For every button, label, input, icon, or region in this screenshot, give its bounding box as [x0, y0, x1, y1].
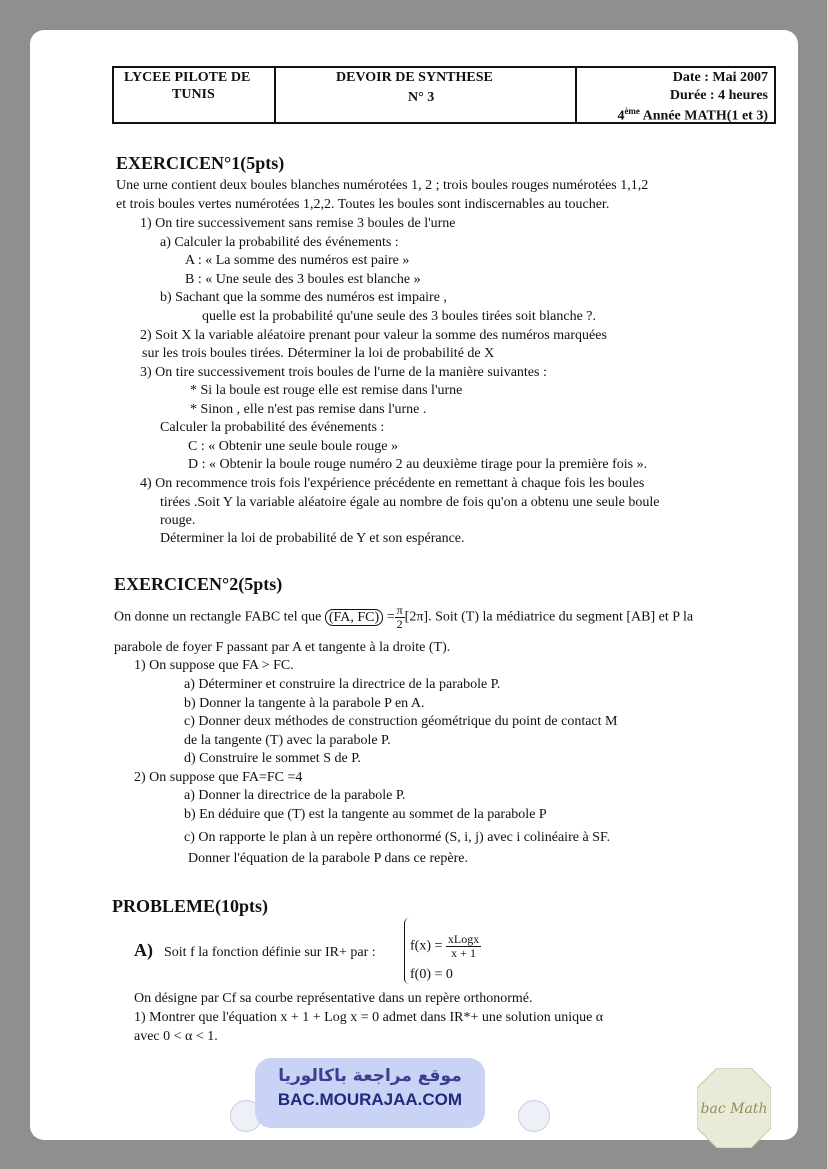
bac-math-logo: [697, 1068, 771, 1148]
ex1-q3: 3) On tire successivement trois boules de l'urne de la manière suivantes :: [140, 365, 547, 380]
pi-over-2: $\frac{\pi}{2}$: [396, 603, 403, 631]
ex2-q1b: b) Donner la tangente à la parabole P en A.: [184, 696, 425, 711]
ex1-intro-2: et trois boules vertes numérotées 1,2,2. Toutes les boules sont indiscernables au toucher.: [116, 197, 610, 212]
ex1-title: EXERCICEN°1(5pts): [116, 153, 285, 173]
ex1-q2-2: sur les trois boules tirées. Déterminer la loi de probabilité de X: [142, 346, 495, 361]
ex2-q1a: a) Déterminer et construire la directrice de la parabole P.: [184, 677, 501, 692]
exam-duration: Durée : 4 heures: [669, 88, 768, 103]
ex1-q4-4: Déterminer la loi de probabilité de Y et son espérance.: [160, 531, 465, 546]
exam-number: N° 3: [408, 90, 435, 105]
exam-date: Date : Mai 2007: [672, 70, 768, 85]
problem-title: PROBLEME(10pts): [112, 896, 269, 916]
ex2-q2: 2) On suppose que FA=FC =4: [134, 770, 303, 785]
ex1-q4-3: rouge.: [160, 513, 196, 528]
ex2-q1c: c) Donner deux méthodes de construction géométrique du point de contact M: [184, 714, 618, 729]
ex1-q4-2: tirées .Soit Y la variable aléatoire égale au nombre de fois qu'on a obtenu une seule boule: [160, 495, 660, 510]
ex1-q4: 4) On recommence trois fois l'expérience précédente en remettant à chaque fois les boules: [140, 476, 645, 491]
f-definition-2: f(0) = 0: [410, 967, 453, 982]
ex2-intro-1: On donne un rectangle FABC tel que (FA, FC) = $\frac{\pi}{2}$ [2π]. Soit (T) la médiatrice du segment [AB] et P la: [114, 603, 694, 631]
f-definition-1: f(x) = $\frac{\text{xLogx}}{x + 1}$: [410, 932, 480, 960]
ex1-event-A: A : « La somme des numéros est paire »: [185, 253, 410, 268]
ex1-event-B: B : « Une seule des 3 boules est blanche »: [185, 272, 421, 287]
f-fraction: $\frac{\text{xLogx}}{x + 1}$: [447, 932, 480, 960]
school-line-2: TUNIS: [172, 87, 215, 102]
ex1-q1: 1) On tire successivement sans remise 3 boules de l'urne: [140, 216, 456, 231]
ex1-intro-1: Une urne contient deux boules blanches numérotées 1, 2 ; trois boules rouges numérotées 1,1,2: [116, 178, 649, 193]
bac-math-logo-text: bac Math: [700, 1101, 768, 1117]
ex2-q2a: a) Donner la directrice de la parabole P.: [184, 788, 406, 803]
ex2-q1: 1) On suppose que FA > FC.: [134, 658, 294, 673]
school-line-1: LYCEE PILOTE DE: [124, 70, 251, 85]
ex1-q3-calc: Calculer la probabilité des événements :: [160, 420, 385, 435]
ex1-q1a: a) Calculer la probabilité des événements :: [160, 235, 399, 250]
site-name-arabic: موقع مراجعة باكالوريا: [278, 1066, 462, 1086]
info-cell: [575, 68, 774, 122]
exam-title: DEVOIR DE SYNTHESE: [336, 70, 493, 85]
school-cell: [114, 68, 276, 122]
function-def: Soit f la fonction définie sur IR+ par :: [164, 945, 376, 960]
part-A-label: A): [134, 940, 153, 960]
problem-line-2: 1) Montrer que l'équation x + 1 + Log x = 0 admet dans IR*+ une solution unique α: [134, 1010, 604, 1025]
ex1-event-C: C : « Obtenir une seule boule rouge »: [188, 439, 398, 454]
exam-page: [30, 30, 798, 1140]
ex2-q2c-2: Donner l'équation de la parabole P dans ce repère.: [188, 851, 468, 866]
problem-line-3: avec 0 < α < 1.: [134, 1029, 218, 1044]
ex1-q2: 2) Soit X la variable aléatoire prenant pour valeur la somme des numéros marquées: [140, 328, 607, 343]
ex1-q3-rule-2: * Sinon , elle n'est pas remise dans l'urne .: [190, 402, 427, 417]
exam-class: 4ème Année MATH(1 et 3): [617, 106, 768, 124]
site-badge[interactable]: [255, 1058, 485, 1128]
ex2-q2c: c) On rapporte le plan à un repère orthonormé (S, i, j) avec i colinéaire à SF.: [184, 830, 611, 845]
ex2-title: EXERCICEN°2(5pts): [114, 574, 283, 594]
ex1-q3-rule-1: * Si la boule est rouge elle est remise dans l'urne: [190, 383, 463, 398]
site-url[interactable]: BAC.MOURAJAA.COM: [277, 1090, 463, 1109]
ex2-q1c-2: de la tangente (T) avec la parabole P.: [184, 733, 391, 748]
ex2-q2b: b) En déduire que (T) est la tangente au sommet de la parabole P: [184, 807, 547, 822]
vector-angle: (FA, FC): [325, 609, 383, 626]
right-logo-icon: [518, 1100, 550, 1132]
system-brace: [404, 918, 409, 984]
title-cell: [274, 68, 577, 122]
ex1-q1b: b) Sachant que la somme des numéros est impaire ,: [160, 290, 447, 305]
ex1-q1b-2: quelle est la probabilité qu'une seule des 3 boules tirées soit blanche ?.: [202, 309, 597, 324]
problem-line-1: On désigne par Cf sa courbe représentative dans un repère orthonormé.: [134, 991, 533, 1006]
ex2-q1d: d) Construire le sommet S de P.: [184, 751, 361, 766]
ex2-intro-2: parabole de foyer F passant par A et tangente à la droite (T).: [114, 640, 451, 655]
ex1-event-D: D : « Obtenir la boule rouge numéro 2 au deuxième tirage pour la première fois ».: [188, 457, 648, 472]
header-table: [112, 66, 776, 124]
